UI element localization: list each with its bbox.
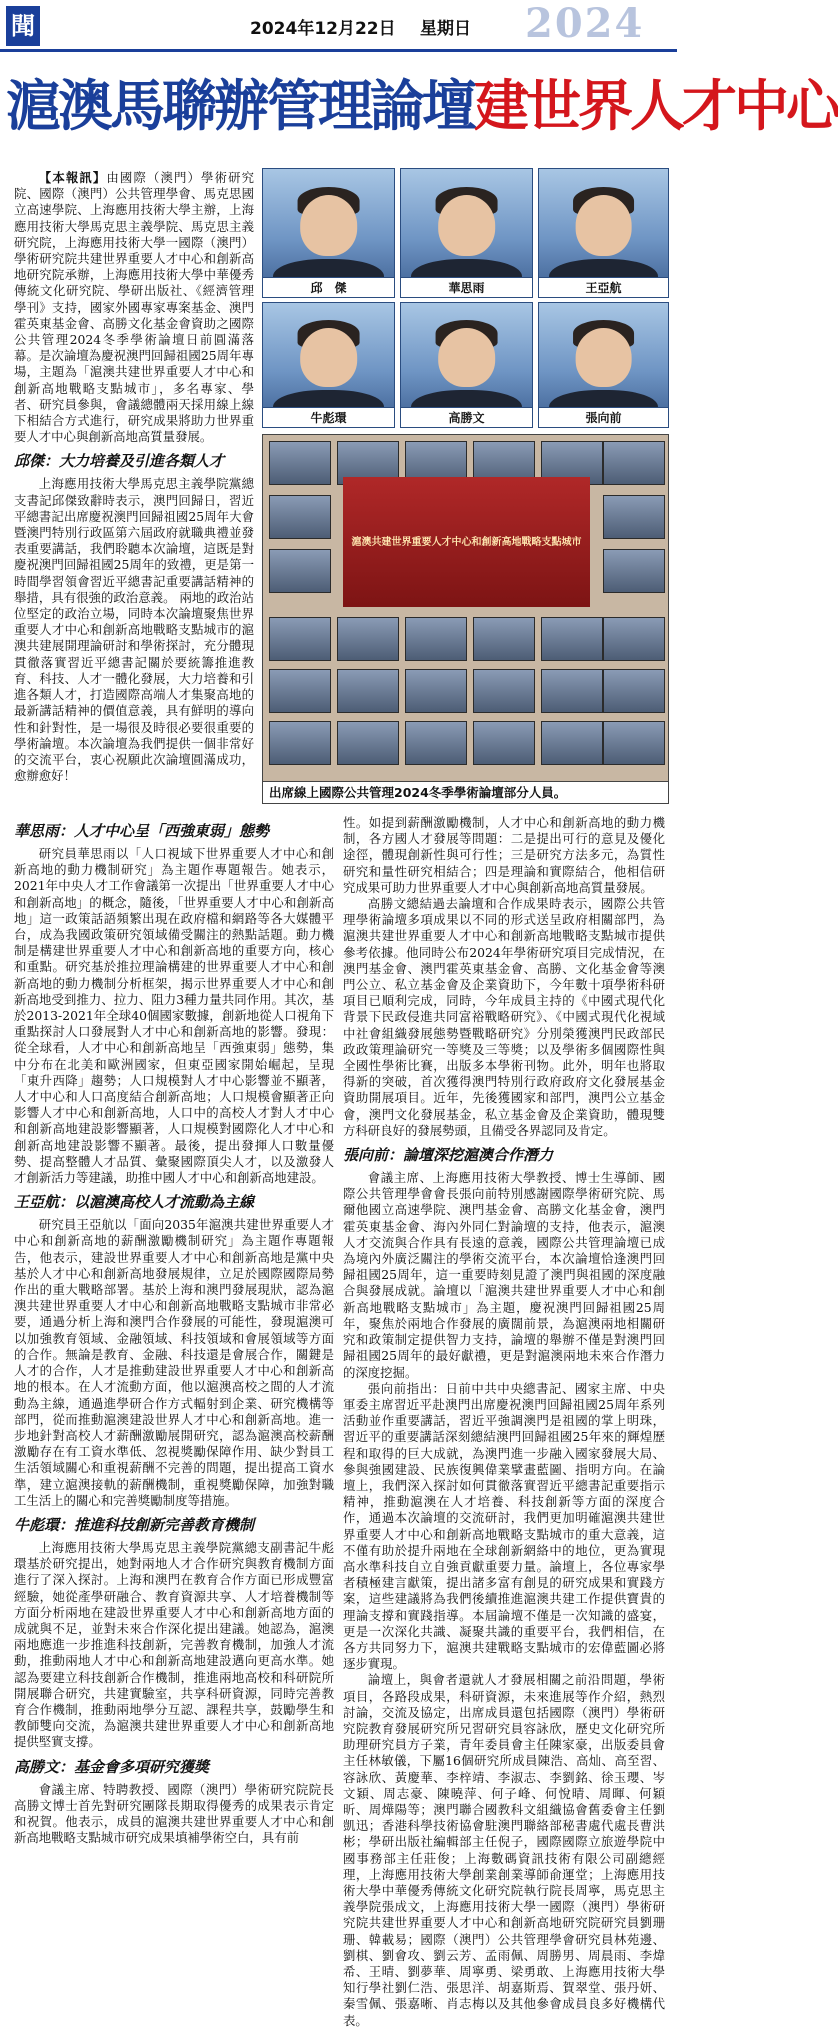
issue-year: 2024 (525, 0, 645, 47)
forum-photo-caption: 出席線上國際公共管理2024冬季學術論壇部分人員。 (263, 781, 668, 803)
video-tile (473, 617, 535, 661)
portrait-face (575, 328, 632, 388)
portrait-caption: 王亞航 (539, 277, 668, 297)
portrait-face (300, 195, 358, 256)
page-headline (6, 60, 838, 152)
headline-part-red: 建世界人才中心 (474, 74, 838, 138)
portrait-photo (538, 168, 669, 298)
portrait-caption: 華思雨 (401, 277, 532, 297)
portrait-photo (262, 168, 395, 298)
video-tile (603, 617, 665, 661)
video-tile (603, 721, 665, 765)
paragraph-zhang-3: 論壇上，與會者還就人才發展相關之前沿問題，學術項目，各路段成果，科研資源，未來進展等作介紹，熱烈討論，交流及協定，出席成員還包括國際（澳門）學術研究院教育發展研究所兄習研究員容詠欣，歷史文化研究所助理研究員方子業，青年委員會主任陳家豪，出版委員會主任林敏儀，下屬16個研究所成員陳浩、高灿、高至習、容詠欣、黃慶華、李梓靖、李淑志、李劉銘、徐玉瓔、岑文穎、周志豪、陳曉萍、何子峰、何悅晴、周暉、何穎昕、周燁陽等；澳門聯合國教科文組織協會舊委會主任劉凱迅；香港科學技術協會駐澳門聯絡部秘書處代處長曹洪彬；學研出版社編輯部主任倪子，國際國際立旅遊學院中國事務部主任莊俊；上海數碼資訊技術有限公司副總經理，上海應用技術大學創業創業導師俞運堂；上海應用技術大學中華優秀傳統文化研究院執行院長周寧，馬克思主義學院張成文，上海應用技術大學一國際（澳門）學術研究院共建世界重要人才中心和創新高地研究院研究員劉珊珊、韓載易；國際（澳門）公共管理學會研究員林苑邊、劉棋、劉會攻、劉云芳、孟雨佩、周勝男、周晨雨、李煒希、王晴、劉夢華、周寧勇、梁勇敢、上海應用技術大學知行學社劉仁浩、張思洋、胡嘉斯焉、賀翠堂、張丹妍、秦雪佩、張嘉晰、肖志梅以及其他參會成員良多好機構代表。 (343, 1672, 665, 2028)
issue-weekday: 星期日 (420, 19, 471, 39)
video-tile (337, 721, 399, 765)
issue-date: 2024年12月22日 (250, 19, 396, 39)
subhead-gao: 高勝文：基金會多項研究獲獎 (14, 1757, 210, 1776)
video-tile (269, 617, 331, 661)
subhead-wang: 王亞航：以滬澳高校人才流動為主線 (14, 1193, 255, 1212)
forum-banner-title: 滬澳共建世界重要人才中心和創新高地戰略支點城市 (351, 537, 582, 548)
subhead-niu: 牛彪環：推進科技創新完善教育機制 (14, 1515, 255, 1534)
section-tag: 聞 (6, 6, 40, 46)
subhead-hua: 華思雨：人才中心呈「西強東弱」態勢 (14, 822, 270, 840)
lead-paragraph (14, 170, 254, 445)
portrait-caption: 邱 傑 (263, 277, 394, 297)
video-tile (269, 495, 331, 539)
video-tile (603, 495, 665, 539)
portrait-caption: 張向前 (539, 407, 668, 427)
portrait-photo (400, 168, 533, 298)
forum-screenshot-photo (262, 434, 669, 804)
portrait-photo (262, 302, 395, 428)
video-tile (269, 669, 331, 713)
video-tile (473, 721, 535, 765)
portrait-face (438, 328, 496, 388)
paragraph-qiu: 上海應用技術大學馬克思主義學院黨總支書記邱傑致辭時表示，澳門回歸日，習近平總書記出席慶祝澳門回歸祖國25周年大會暨澳門特別行政區第六屆政府就職典禮並發表重要講話，我們聆聽本次論壇，這既是對慶祝澳門回歸祖國25周年的致禮，更是第一時間學習領會習近平總書記重要講話精神的舉措，具有很強的政治意義。 兩地的政治站位堅定的政治立場，同時本次論壇聚焦世界重要人才中心和創新高地戰略支點城市的滬澳共建展開理論研討和學術探討，充分體現貫徹落實習近平總書記關於要統籌推進教育、科技、人才一體化發展，大力培養和引進各類人才，打造國際高端人才集聚高地的最新講話精神的價值意義，具有鮮明的導向性和針對性，是一場很及時很必要很重要的學術論壇。本次論壇為我們提供一個非常好的交流平台，衷心祝願此次論壇圓滿成功，愈辦愈好！ (14, 476, 254, 784)
lower-right-column (343, 815, 665, 2028)
video-tile (337, 669, 399, 713)
video-tile (541, 669, 603, 713)
video-tile (269, 549, 331, 593)
video-tile (337, 617, 399, 661)
portrait-photo (400, 302, 533, 428)
lead-tag: 【本報訊】 (38, 170, 107, 185)
video-tile (603, 441, 665, 485)
portrait-caption: 高勝文 (401, 407, 532, 427)
video-tile (269, 441, 331, 485)
lower-left-column (14, 815, 334, 1995)
video-tile (269, 721, 331, 765)
paragraph-gao: 會議主席、特聘教授、國際（澳門）學術研究院院長高勝文博士首先對研究團隊長期取得優秀的成果表示肯定和祝賀。他表示，成員的滬澳共建世界重要人才中心和創新高地戰略支點城市研究成果填補學術空白，具有前 (14, 1781, 334, 1846)
video-tile (541, 721, 603, 765)
portrait-face (300, 328, 358, 388)
paragraph-niu: 上海應用技術大學馬克思主義學院黨總支副書記牛彪環基於研究提出，她對兩地人才合作研究與教育機制方面進行了深入探討。上海和澳門在教育合作方面已形成豐富經驗，她從產學研融合、教育資源共享、人才培養機制等方面分析兩地在建設世界重要人才中心和創新高地方面的成就與不足，並對未來合作深化提出建議。她認為，滬澳兩地應進一步推進科技創新，完善教育機制，加強人才流動，推動兩地人才中心和創新高地建設邁向更高水準。她認為要建立科技創新合作機制，推進兩地高校和科研院所開展聯合研究，共建實驗室，共享科研資源，同時完善教育合作機制，推動兩地學分互認、課程共享，鼓勵學生和教師雙向交流，為滬澳共建世界重要人才中心和創新高地提供堅實支撐。 (14, 1539, 334, 1750)
masthead (0, 0, 677, 52)
forum-banner (343, 477, 590, 607)
portrait-caption: 牛彪環 (263, 407, 394, 427)
paragraph-gao-cont-1: 性。如提到薪酬激勵機制，人才中心和創新高地的動力機制，各方國人才發展等問題：二是提出可行的意見及優化途徑，體現創新性與可行性；三是研究方法多元，為質性研究和量性研究相結合；四是理論和實際結合，他相信研究成果可助力世界重要人才中心與創新高地高質量發展。 (343, 815, 665, 895)
video-tile (603, 549, 665, 593)
portrait-photo (538, 302, 669, 428)
headline-part-blue: 滬澳馬聯辦管理論壇 (6, 74, 475, 138)
paragraph-zhang-1: 會議主席、上海應用技術大學教授、博士生導師、國際公共管理學會會長張向前特別感謝國際學術研究院、馬爾他國立高速學院、澳門基金會、高勝文化基金會，澳門霍英東基金會、海內外同仁對論壇的支持，他表示，滬澳人才交流與合作具有長遠的意義，國際公共管理論壇已成為境內外廣泛關注的學術交流平台，本次論壇恰逢澳門回歸祖國25周年，這一重要時刻見證了澳門與祖國的深度融合與發展成就。論壇以「滬澳共建世界重要人才中心和創新高地戰略支點城市」為主題，慶祝澳門回歸祖國25周年，聚焦於兩地合作發展的廣闊前景，為滬澳兩地相關研究和政策制定提供智力支持，論壇的舉辦不僅是對澳門回歸祖國25周年的最好獻禮，更是對滬澳兩地未來合作潛力的深度挖掘。 (343, 1170, 665, 1380)
video-tile (405, 669, 467, 713)
paragraph-wang: 研究員王亞航以「面向2035年滬澳共建世界重要人才中心和創新高地的薪酬激勵機制研究」為主題作專題報告，他表示，建設世界重要人才中心和創新高地是黨中央基於人才中心和創新高地發展規律，立足於國際國際局勢作出的重大戰略部署。基於上海和澳門發展現狀，認為滬澳共建世界重要人才中心和創新高地戰略支點城市非常必要，通過分析上海和澳門合作發展的可能性，發現滬澳可以加強教育領域、金融領域、科技領域和會展領域等方面的合作。無論是教育、金融、科技還是會展合作，關鍵是人才的合作，人才是推動建設世界重要人才中心和創新高地的根本。在人才流動方面，他以滬澳高校之間的人才流動為主線，通過進學研合作方式輻射到企業、研究機構等部門，從而推動滬澳建設世界人才中心和創新高地。進一步地針對高校人才薪酬激勵展開研究，認為滬澳高校薪酬激勵存在有工資水準低、忽視獎勵保障作用、缺少對員工生活領域關心和重視薪酬不完善的問題，提出提高工資水準，建立滬澳接軌的薪酬機制，重視獎勵保障，加強對職工生活上的關心和完善獎勵制度等措施。 (14, 1217, 334, 1508)
video-tile (405, 617, 467, 661)
subhead-qiu: 邱傑：大力培養及引進各類人才 (14, 452, 225, 471)
paragraph-gao-cont-2: 高勝文總結過去論壇和合作成果時表示，國際公共管理學術論壇多項成果以不同的形式送呈政府相關部門，為滬澳共建世界重要人才中心和創新高地戰略支點城市提供參考依據。他同時公布2024年學術研究項目完成情況，在澳門基金會、澳門霍英東基金會、高勝、文化基金會等澳門公立、私立基金會及企業資助下，今年數十項學術科研項目已順利完成，同時，今年成員主持的《中國式現代化背景下民政侵進共同富裕戰略研究》、《中國式現代化視域中社會組織發展態勢暨戰略研究》分別榮獲澳門民政部民政政策理論研究一等獎及三等獎；以及學術多個國際性與全國性學術比賽，出版多本學術刊物。此外，明年也將取得新的突破，首次獲得澳門特別行政府政府文化發展基金資助開展項目。近年，先後獲國家和部門，澳門公立基金會，澳門文化發展基金，私立基金會及企業資助，體現雙方科研良好的發展勢頭，且備受各界認同及肯定。 (343, 896, 665, 1138)
subhead-zhang: 張向前：論壇深挖滬澳合作潛力 (343, 1146, 554, 1165)
lead-text: 由國際（澳門）學術研究院、國際（澳門）公共管理學會、馬克思國立高速學院、上海應用技術大學主辦，上海應用技術大學馬克思主義學院、馬克思主義研究院，上海應用技術大學一國際（澳門）學術研究院共建世界重要人才中心和創新高地研究院承辦，上海應用技術大學中華優秀傳統文化研究院、學研出版社、《經濟管理學刊》支持，國家外國專家專案基金、澳門霍英東基金會、高勝文化基金會資助之國際公共管理2024冬季學術論壇日前圓滿落幕。是次論壇為慶祝澳門回歸祖國25周年專場，主題為「滬澳共建世界重要人才中心和創新高地戰略支點城市」，多名專家、學者、研究員參與，會議總體兩天採用線上線下相結合方式進行，研究成果將助力世界重要人才中心與創新高地高質量發展。 (14, 170, 255, 445)
portrait-face (438, 195, 496, 256)
video-tile (541, 617, 603, 661)
video-tile (603, 669, 665, 713)
video-tile (405, 721, 467, 765)
video-tile (473, 669, 535, 713)
portrait-face (575, 195, 632, 256)
paragraph-hua: 研究員華思雨以「人口視域下世界重要人才中心和創新高地的動力機制研究」為主題作專題報告。她表示，2021年中央人才工作會議第一次提出「世界重要人才中心和創新高地」的概念，隨後，「世界重要人才中心和創新高地」這一政策話語頻繁出現在政府檔和網路等各大媒體平台，成為我國政策研究領域備受關注的熱點話題。動力機制是構建世界重要人才中心和創新高地的重要方向，核心和重點。研究基於推拉理論構建的世界重要人才中心和創新高地的動力機制分析框架，揭示世界重要人才中心和創新高地受到推力、拉力、阻力3種力量共同作用。其次，基於2013-2021年全球40個國家數據，創新地從人口視角下重點探討人口發展對人才中心和創新高地的影響。發現：從全球看，人才中心和創新高地呈「西強東弱」態勢，集中分布在北美和歐洲國家，但東亞國家開始崛起，呈現「東升西降」趨勢；人口規模對人才中心影響並不顯著，人才中心和人口高度結合創新高地；人口規模會顯著正向影響人才中心和創新高地，人口中的高校人才對人才中心和創新高地建設影響顯著，人口規模對國際化人才中心和創新高地建設影響不顯著。最後，提出發揮人口數量優勢、提高整體人才品質、彙聚國際頂尖人才，以及激發人才創新活力等建議，助推中國人才中心和創新高地建設。 (14, 846, 334, 1186)
paragraph-zhang-2: 張向前指出：日前中共中央總書記、國家主席、中央軍委主席習近平赴澳門出席慶祝澳門回歸祖國25周年系列活動並作重要講話，習近平強調澳門是祖國的掌上明珠，習近平的重要講話深刻總結澳門回歸祖國25年來的輝煌歷程和取得的巨大成就，為澳門進一步融入國家發展大局、參與強國建設、民族復興偉業擘畫藍圖、指明方向。在論壇上，我們深入探討如何貫徹落實習近平總書記重要指示精神，推動滬澳在人才培養、科技創新等方面的深度合作，通過本次論壇的交流研討，我們更加明確滬澳共建世界重要人才中心和創新高地戰略支點城市的重大意義，這不僅有助於提升兩地在全球創新網絡中的地位，更為實現高水準科技自立自強貢獻重要力量。論壇上，各位專家學者積極建言獻策，提出諸多富有創見的研究成果和實踐方案，這些建議將為我們後續推進滬澳共建工作提供寶貴的理論支撐和實踐指導。本屆論壇不僅是一次知識的盛宴，更是一次深化共識、凝聚共識的重要平台，我們相信，在各方共同努力下，滬澳共建戰略支點城市的宏偉藍圖必將逐步實現。 (343, 1380, 665, 1672)
